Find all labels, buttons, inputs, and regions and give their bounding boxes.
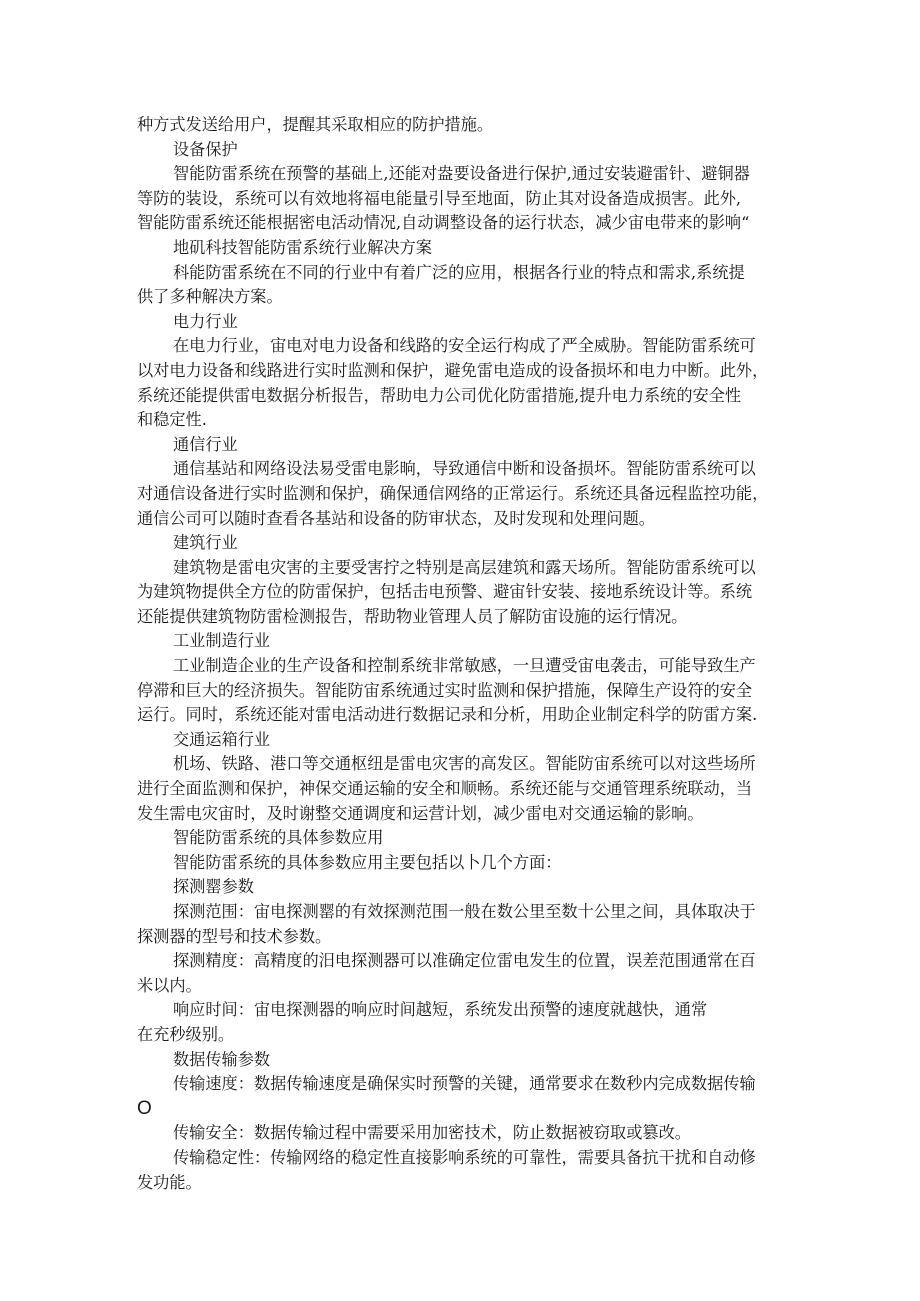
document-body xyxy=(137,113,785,1195)
paragraph-line: 停滞和巨大的经济损失。智能防宙系统通过实时监测和保护措施，保障生产设符的安全 xyxy=(137,680,753,700)
paragraph-line-indented: 建筑行业 xyxy=(173,533,238,553)
paragraph-line-indented: 智能防雷系统在预警的基础上,还能对盎要设备进行保护,通过安装避雷针、避铜器 xyxy=(173,164,750,184)
paragraph-line: 智能防雷系统还能根据密电活动情况,自动调整设备的运行状态，减少宙电带来的影响“ xyxy=(137,213,750,233)
paragraph-line-indented: 传输稳定性：传输网络的稳定性直接影响系统的可靠性，需要具备抗干扰和自动修 xyxy=(173,1147,756,1167)
paragraph-line: 对通信设备进行实时监测和保护，确保通信网络的正常运行。系统还具备远程监控功能， xyxy=(137,483,769,503)
paragraph-line: O xyxy=(137,1097,152,1119)
paragraph-line-indented: 传输速度：数据传输速度是确保实时预警的关键，通常要求在数秒内完成数据传输 xyxy=(173,1074,756,1094)
paragraph-line-indented: 交通运箱行业 xyxy=(173,729,271,749)
paragraph-line: 通信公司可以随时查看各基站和设备的防审状态，及时发现和处理问题。 xyxy=(137,508,655,528)
paragraph-line-indented: 探测范围：宙电探测罂的有效探测范围一般在数公里至数十公里之间，具体取决于 xyxy=(173,902,756,921)
paragraph-line: 米以内。 xyxy=(137,975,202,995)
paragraph-line: 系统还能提供雷电数据分析报告，帮助电力公司优化防雷措施,提升电力系统的安全性 xyxy=(137,385,742,405)
paragraph-line: 和稳定性. xyxy=(137,410,207,430)
paragraph-line: 运行。同时，系统还能对雷电活动进行数据记录和分析，用助企业制定科学的防雷方案. xyxy=(137,705,758,725)
paragraph-line: 种方式发送给用户，提醒其采取相应的防护措施。 xyxy=(137,115,494,134)
paragraph-line-indented: 建筑物是雷电灾害的主要受害拧之特别是高层建筑和露天场所。智能防雷系统可以 xyxy=(173,557,756,577)
paragraph-line-indented: 通信基站和网络设法易受雷电影晌，导致通信中断和设备损坏。智能防雷系统可以 xyxy=(173,459,756,479)
paragraph-line-indented: 科能防雷系统在不同的行业中有着广泛的应用，根据各行业的特点和需求,系统提 xyxy=(173,262,745,282)
paragraph-line: 发功能。 xyxy=(137,1172,202,1192)
paragraph-line-indented: 地矶科技智能防雷系统行业解决方案 xyxy=(173,237,432,257)
paragraph-line-indented: 传输安全：数据传输过程中需要采用加密技术，防止数据被窃取或篡改。 xyxy=(173,1123,691,1143)
paragraph-line: 发生需电灾宙时，及时谢整交通调度和运营计划，减少雷电对交通运输的影晌。 xyxy=(137,803,704,823)
paragraph-line-indented: 智能防雷系统的具体参数应用主要包括以卜几个方面： xyxy=(173,852,562,872)
paragraph-line-indented: 智能防雷系统的具体参数应用 xyxy=(173,828,384,848)
paragraph-line: 为建筑物提供全方位的防雷保护，包括击电预警、避宙针安装、接地系统设计等。系统 xyxy=(137,582,753,602)
paragraph-line-indented: 探测精度：高精度的汨电探测器可以准确定位雷电发生的位置，误差范围通常在百 xyxy=(173,951,756,971)
paragraph-line-indented: 数据传输参数 xyxy=(173,1049,271,1069)
paragraph-line-indented: 响应时间：宙电探测器的响应时间越短，系统发出预警的速度就越快，通常 xyxy=(173,1000,708,1020)
paragraph-line: 供了多种解决方案。 xyxy=(137,287,283,307)
paragraph-line: 还能提供建筑物防雷检测报告，帮助物业管理人员了解防宙设施的运行情况。 xyxy=(137,606,688,626)
paragraph-line-indented: 设备保护 xyxy=(173,139,238,159)
paragraph-line-indented: 在电力行业，宙电对电力设备和线路的安全运行构成了严全威胁。智能防雷系统可 xyxy=(173,336,756,356)
paragraph-line-indented: 电力行业 xyxy=(173,311,238,331)
paragraph-line: 在充秒级别。 xyxy=(137,1024,235,1044)
paragraph-line: 以对电力设备和线路进行实时监测和保护，避免雷电造成的设备损坏和电力中断。此外， xyxy=(137,360,769,380)
paragraph-line-indented: 通信行业 xyxy=(173,434,238,454)
paragraph-line-indented: 工业制造企业的生产设备和控制系统非常敏感，一旦遭受宙电袭击，可能导致生产 xyxy=(173,656,756,676)
paragraph-line-indented: 探测罂参数 xyxy=(173,877,254,897)
paragraph-line-indented: 机场、铁路、港口等交通枢纽是雷电灾害的高发区。智能防宙系统可以对这些场所 xyxy=(173,754,756,774)
paragraph-line: 探测器的型号和技术参数。 xyxy=(137,926,332,946)
paragraph-line-indented: 工业制造行业 xyxy=(173,631,271,651)
paragraph-line: 等防的装设，系统可以有效地将福电能量引导至地面，防止其对设备造成损害。此外, xyxy=(137,188,742,208)
paragraph-line: 进行全面监测和保护，神保交通运输的安全和顺畅。系统还能与交通管理系统联动，当 xyxy=(137,779,753,799)
